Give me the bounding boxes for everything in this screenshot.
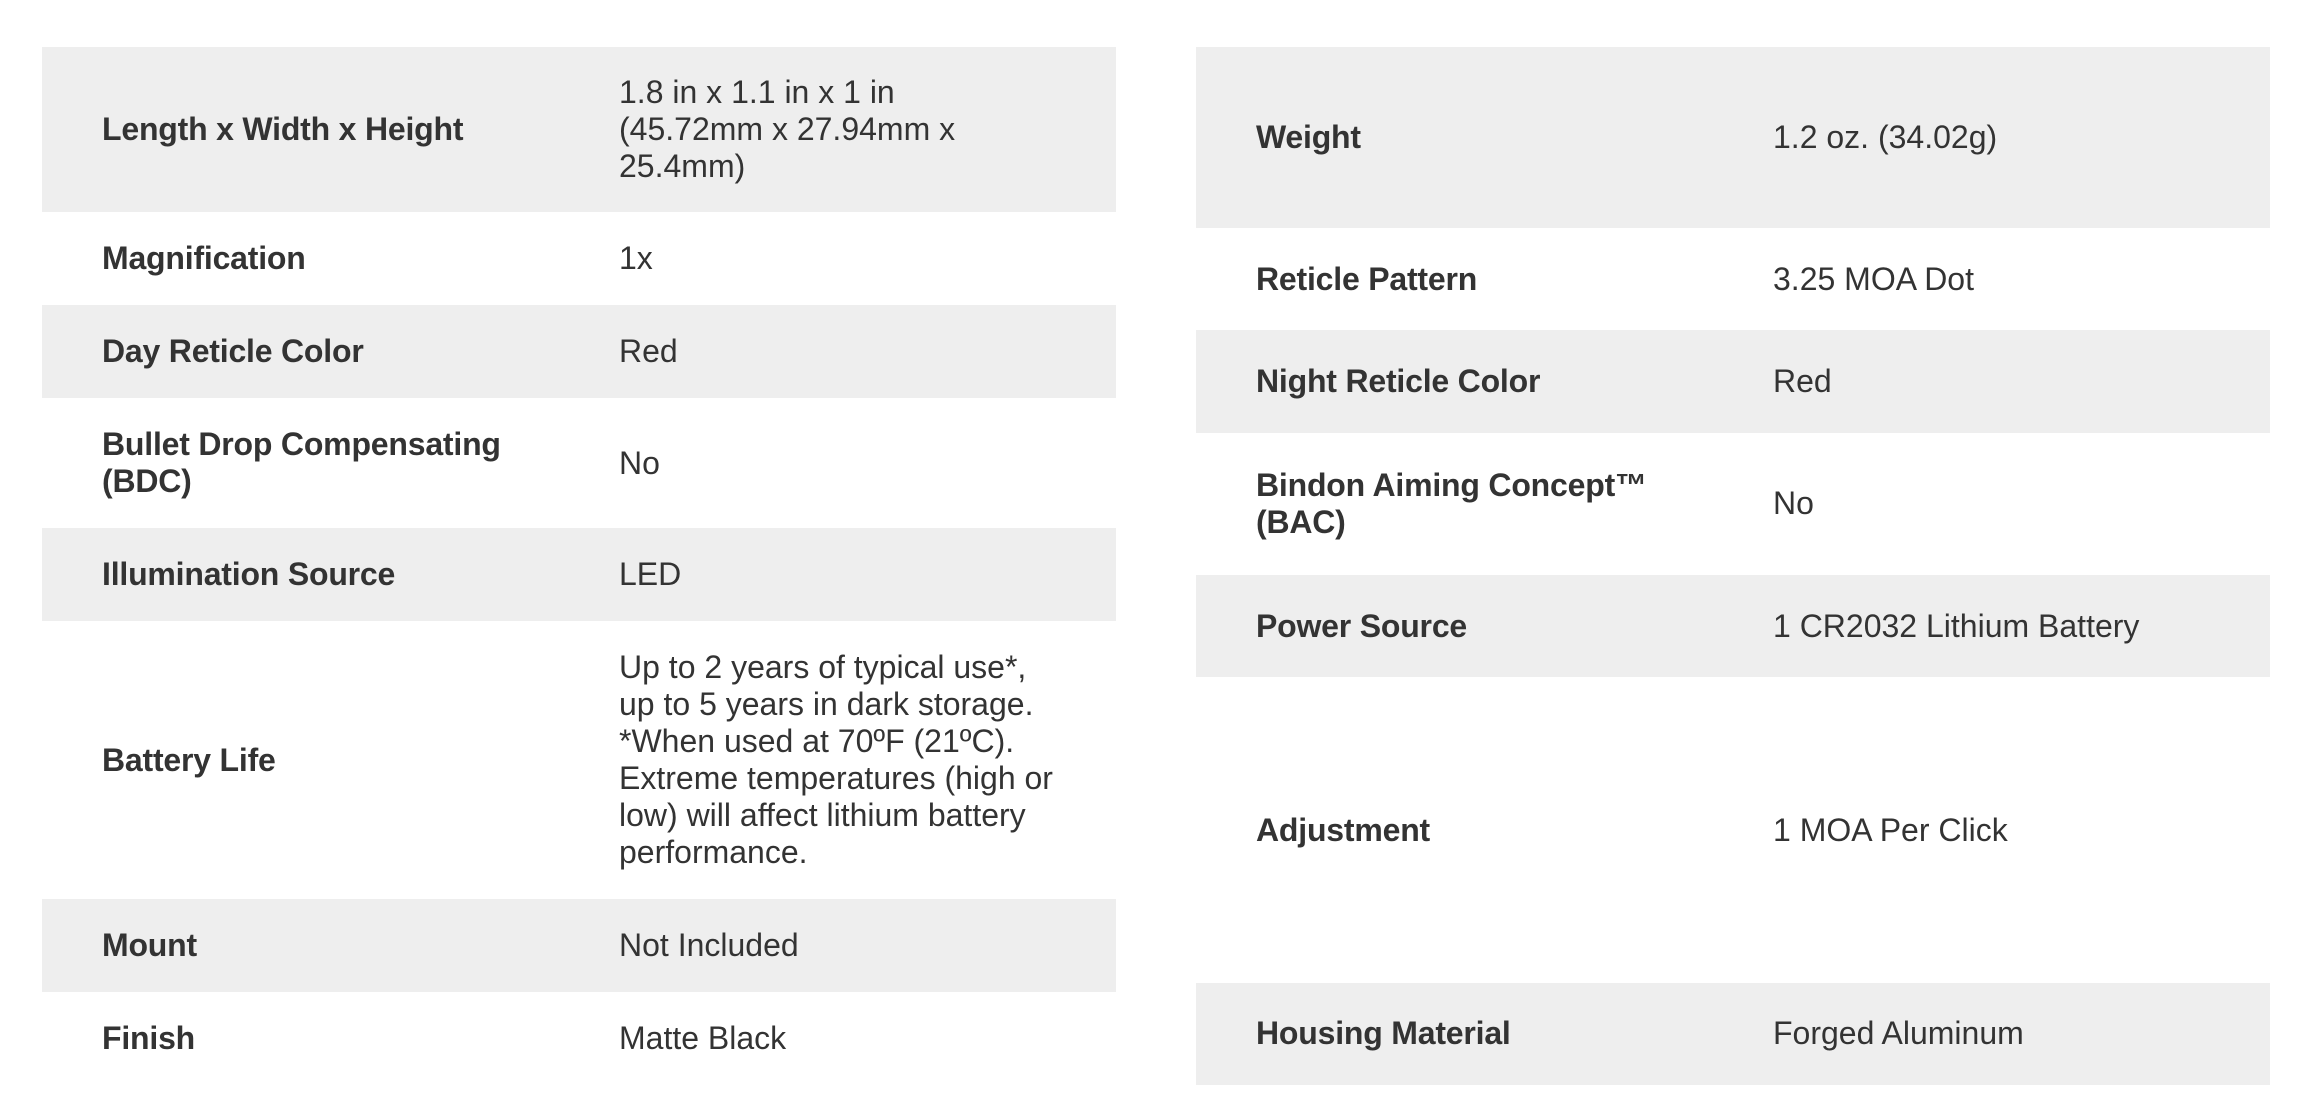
spec-value: 1.8 in x 1.1 in x 1 in (45.72mm x 27.94mm x 25.4mm) xyxy=(559,47,1116,212)
spec-label: Bullet Drop Compensating (BDC) xyxy=(102,426,501,499)
spec-value: Not Included xyxy=(559,899,1116,992)
spec-row-mount xyxy=(42,899,1116,992)
spec-label: Battery Life xyxy=(102,741,276,778)
spec-value: 1x xyxy=(619,240,653,276)
spec-value: 3.25 MOA Dot xyxy=(1773,260,1974,297)
spec-row-finish xyxy=(42,992,1116,1085)
spec-label: Reticle Pattern xyxy=(1256,260,1478,297)
spec-label: Length x Width x Height xyxy=(42,47,559,212)
spec-value: 1 MOA Per Click xyxy=(1773,811,2008,848)
spec-row-bac xyxy=(1196,433,2270,576)
spec-label: Magnification xyxy=(102,240,306,276)
spec-value: No xyxy=(1773,485,1814,522)
spec-value: LED xyxy=(559,528,1116,621)
spec-value: Red xyxy=(559,305,1116,398)
spec-table-right xyxy=(1196,47,2270,1085)
spec-table-left xyxy=(42,47,1116,1085)
spec-row-night-reticle-color xyxy=(1196,330,2270,432)
spec-row-illumination-source xyxy=(42,528,1116,621)
spec-row-battery-life xyxy=(42,621,1116,899)
spec-value: Forged Aluminum xyxy=(1713,983,2270,1085)
spec-value: Red xyxy=(1713,330,2270,432)
spec-value: 1.2 oz. (34.02g) xyxy=(1713,47,2270,228)
spec-label: Housing Material xyxy=(1196,983,1713,1085)
spec-value: Up to 2 years of typical use*, up to 5 years in dark storage. *When used at 70ºF (21ºC). Extreme temperatures (high or low) will affect lithium battery performance. xyxy=(619,649,1053,870)
spec-row-magnification xyxy=(42,212,1116,305)
spec-row-reticle-pattern xyxy=(1196,228,2270,330)
specifications-section xyxy=(42,47,2270,1085)
spec-row-power-source xyxy=(1196,575,2270,677)
spec-value: No xyxy=(619,444,660,481)
spec-row-bdc xyxy=(42,398,1116,528)
spec-row-adjustment xyxy=(1196,677,2270,982)
spec-label: Mount xyxy=(42,899,559,992)
spec-row-housing-material xyxy=(1196,983,2270,1085)
spec-label: Weight xyxy=(1196,47,1713,228)
spec-label: Power Source xyxy=(1196,575,1713,677)
spec-row-day-reticle-color xyxy=(42,305,1116,398)
spec-row-dimensions xyxy=(42,47,1116,212)
spec-label: Night Reticle Color xyxy=(1196,330,1713,432)
spec-label: Illumination Source xyxy=(42,528,559,621)
spec-label: Finish xyxy=(102,1020,196,1056)
spec-value: Matte Black xyxy=(619,1020,787,1056)
spec-label: Adjustment xyxy=(1256,811,1431,848)
spec-row-weight xyxy=(1196,47,2270,228)
spec-label: Bindon Aiming Concept™ (BAC) xyxy=(1256,466,1647,540)
spec-value: 1 CR2032 Lithium Battery xyxy=(1713,575,2270,677)
spec-label: Day Reticle Color xyxy=(42,305,559,398)
